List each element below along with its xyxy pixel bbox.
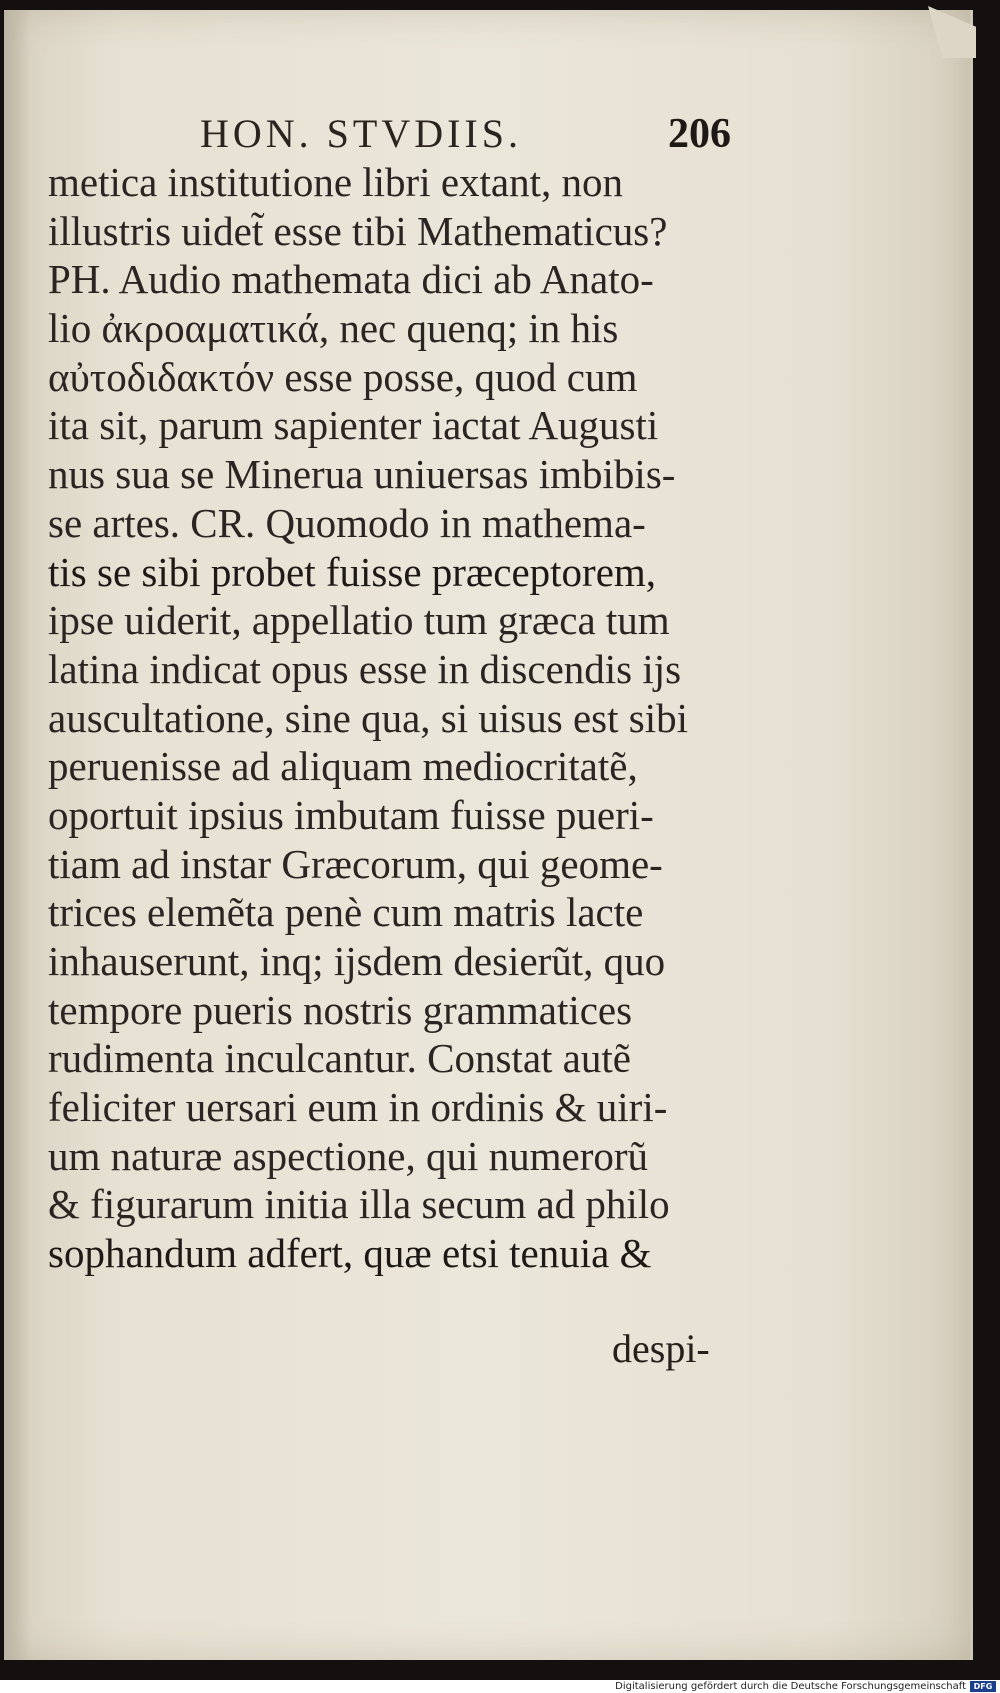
text-line: tempore pueris nostris grammatices <box>48 986 633 1033</box>
text-line: se artes. CR. Quomodo in mathema- <box>48 499 646 546</box>
text-line: um naturæ aspectione, qui numerorũ <box>48 1132 649 1179</box>
text-line: feliciter uersari eum in ordinis & uiri- <box>48 1084 668 1131</box>
page-gutter-shadow <box>4 10 30 1660</box>
page-corner-fold <box>928 6 976 58</box>
catchword: despi- <box>612 1326 710 1371</box>
text-line: sophandum adfert, quæ etsi tenuia & <box>48 1230 652 1277</box>
text-line: αὐτοδιδακτόν esse posse, quod cum <box>48 353 638 400</box>
digitization-credit: Digitalisierung gefördert durch die Deutsche Forschungsgemeinschaft <box>615 1681 966 1692</box>
text-line: rudimenta inculcantur. Constat autẽ <box>48 1035 631 1082</box>
text-line: tis se sibi probet fuisse præceptorem, <box>48 548 657 595</box>
text-line: PH. Audio mathemata dici ab Anato- <box>48 256 654 303</box>
text-line: metica institutione libri extant, non <box>48 159 624 205</box>
text-line: illustris uidet̃ esse tibi Mathematicus? <box>48 207 668 254</box>
text-line: latina indicat opus esse in discendis ijs <box>48 645 682 692</box>
running-head: HON. STVDIIS. <box>200 111 522 156</box>
text-line: ipse uiderit, appellatio tum græca tum <box>48 597 670 644</box>
text-line: lio ἀκροαματικά, nec quenq; in his <box>48 305 619 352</box>
text-line: inhauserunt, inq; ijsdem desierũt, quo <box>48 938 666 984</box>
text-line: ita sit, parum sapienter iactat Augusti <box>48 402 659 449</box>
text-line: oportuit ipsius imbutam fuisse pueri- <box>48 791 654 838</box>
page-number: 206 <box>668 111 731 157</box>
footer-bar <box>0 1680 1000 1693</box>
text-line: nus sua se Minerua uniuersas imbibis- <box>48 451 676 498</box>
text-block <box>48 158 770 1278</box>
text-line: auscultatione, sine qua, si uisus est sibi <box>48 694 688 741</box>
text-line: peruenisse ad aliquam mediocritatẽ, <box>48 743 638 790</box>
text-line: & figurarum initia illa secum ad philo <box>48 1181 670 1228</box>
dfg-logo-icon: DFG <box>970 1681 996 1692</box>
text-line: trices elemẽta penè cum matris lacte <box>48 889 644 936</box>
text-line: tiam ad instar Græcorum, qui geome- <box>48 840 663 887</box>
